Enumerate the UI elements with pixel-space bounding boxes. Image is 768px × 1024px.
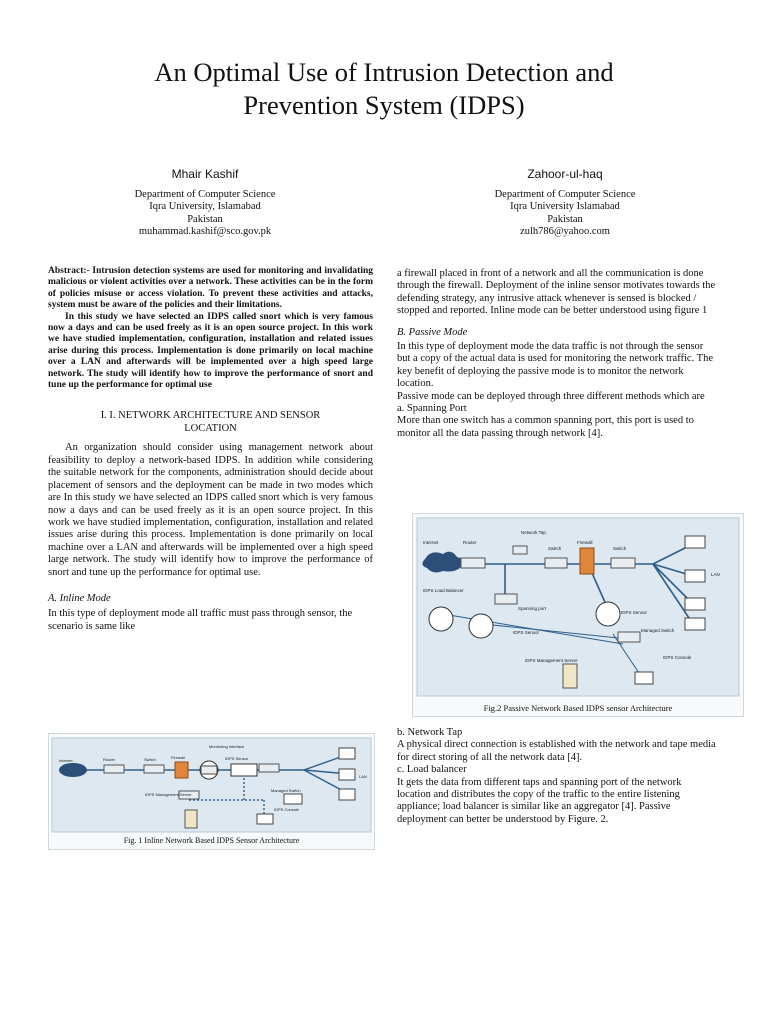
figure-1-diagram <box>49 736 374 834</box>
abstract-paragraph: In this study we have selected an IDPS called snort which is very famous now a days and can be used freely as it is an open source project. In this work we have studied implementation, configuration, installation and related issues arise during this process. Implementation is done primarily on local machine over a LAN and afterwards will be implemented over a high speed large network. The study will identify how to improve the performance of snort and tune up the performance for optimal use <box>48 311 373 391</box>
fig2-label: LAN <box>711 572 720 577</box>
author-department: Department of Computer Science <box>494 188 636 200</box>
paper-title <box>60 56 708 122</box>
fig1-label: IDPS Sensor <box>225 756 249 761</box>
fig1-label: IDPS Console <box>274 807 300 812</box>
fig2-label: IDPS Console <box>663 655 692 660</box>
figure-caption: Fig.2 Passive Network Based IDPS sensor Architecture <box>483 703 673 713</box>
fig2-label: IDPS Load Balancer <box>423 588 464 593</box>
figure-2-diagram <box>413 514 743 702</box>
fig2-label: Router <box>463 540 477 545</box>
fig2-label: Switch <box>548 546 562 551</box>
author-university: Iqra University Islamabad <box>510 201 620 213</box>
subsection-heading: B. Passive Mode <box>397 326 468 338</box>
author-name: Zahoor-ul-haq <box>527 167 603 181</box>
body-paragraph: Passive mode can be deployed through three different methods which are <box>397 390 705 402</box>
fig1-label: Internet <box>59 758 73 763</box>
list-heading: c. Load balancer <box>397 764 467 776</box>
author-block-1 <box>40 168 370 239</box>
author-email: zulh786@yahoo.com <box>520 226 610 238</box>
fig2-label: IDPS Sensor <box>513 630 540 635</box>
fig1-label: Switch <box>144 757 156 762</box>
author-department: Department of Computer Science <box>134 188 276 200</box>
body-paragraph: More than one switch has a common spanning port, this port is used to monitor all the data passing through network [4]. <box>397 415 694 439</box>
list-heading: a. Spanning Port <box>397 403 467 415</box>
fig2-label: Managed Switch <box>641 628 675 633</box>
fig2-label: Internet <box>423 540 439 545</box>
section-heading <box>48 410 373 435</box>
figure-caption: Fig. 1 Inline Network Based IDPS Sensor Architecture <box>123 836 300 845</box>
figure-2 <box>412 513 744 717</box>
body-paragraph: A physical direct connection is established with the network and tape media for direct storing of all the network data [4]. <box>397 739 716 763</box>
title-line-1: An Optimal Use of Intrusion Detection and <box>154 57 614 87</box>
author-country: Pakistan <box>547 213 583 225</box>
body-paragraph: In this type of deployment mode the data traffic is not through the sensor but a copy of the actual data is used for monitoring the network traffic. The key benefit of deploying the passive mode is to monitor the network location. <box>397 341 713 390</box>
list-heading: b. Network Tap <box>397 727 463 738</box>
fig2-label: IDPS Sensor <box>621 610 648 615</box>
fig2-label: IDPS Management Server <box>525 658 578 663</box>
fig2-label: Switch <box>613 546 627 551</box>
left-column <box>48 266 373 633</box>
section-heading-line: I. I. NETWORK ARCHITECTURE AND SENSOR <box>100 410 321 422</box>
fig1-label: Managed Switch <box>271 788 301 793</box>
fig2-label: Network Tap <box>521 530 546 535</box>
author-name: Mhair Kashif <box>171 167 239 181</box>
body-paragraph: a firewall placed in front of a network and all the communication is done through the firewall. Deployment of the inline sensor motivates towards the defending strategy, any intrusive attack whenever is sensed is blocked / stopped and reported. Inline mode can be better understood using figure 1 <box>397 268 716 317</box>
title-line-2: Prevention System (IDPS) <box>243 90 525 120</box>
author-email: muhammad.kashif@sco.gov.pk <box>138 226 272 238</box>
author-block-2 <box>400 168 730 239</box>
body-paragraph: An organization should consider using management network about feasibility to deploy a network-based IDPS. In addition while considering the suitable network for the components, administration should decide about placement of sensors and the deployment can be made in two modes which are In this study we have selected an IDPS called snort which is very famous now a days and can be used freely as it is an open source project. In this work we have studied implementation, configuration, installation and related issues arise during this process. Implementation is done primarily on local machine over a LAN and afterwards will be implemented over a high speed large network. The study will identify how to improve the performance of snort and tune up the performance for optimal use. <box>48 442 373 578</box>
fig2-label: Spanning port <box>518 606 547 611</box>
author-university: Iqra University, Islamabad <box>149 201 261 213</box>
fig1-label: Monitoring Interface <box>209 744 245 749</box>
abstract-paragraph: Abstract:- Intrusion detection systems are used for monitoring and invalidating malicious or violent activities over a network. These activities can be in the form of policies misuse or access violation. To prevent these activities and attacks, system must be aware of the policies and their limitations. <box>48 266 373 311</box>
section-heading-line: LOCATION <box>184 422 237 434</box>
figure-1 <box>48 733 375 850</box>
subsection-heading: A. Inline Mode <box>48 592 111 604</box>
fig1-label: LAN <box>359 774 367 779</box>
body-paragraph: It gets the data from different taps and spanning port of the network location and distributes the copy of the traffic to the entire listening appliance; load balancer is similar like an aggregator [4]. Passive deployment can better be understood by Figure. 2. <box>397 776 682 825</box>
fig2-label: Firewall <box>577 540 593 545</box>
right-column <box>397 268 717 440</box>
author-country: Pakistan <box>187 213 223 225</box>
right-column-lower <box>397 727 717 826</box>
fig1-label: Firewall <box>171 755 185 760</box>
body-paragraph: In this type of deployment mode all traffic must pass through sensor, the scenario is same like <box>48 608 353 632</box>
fig1-label: IDPS Management Server <box>145 792 192 797</box>
fig1-label: Router <box>103 757 116 762</box>
